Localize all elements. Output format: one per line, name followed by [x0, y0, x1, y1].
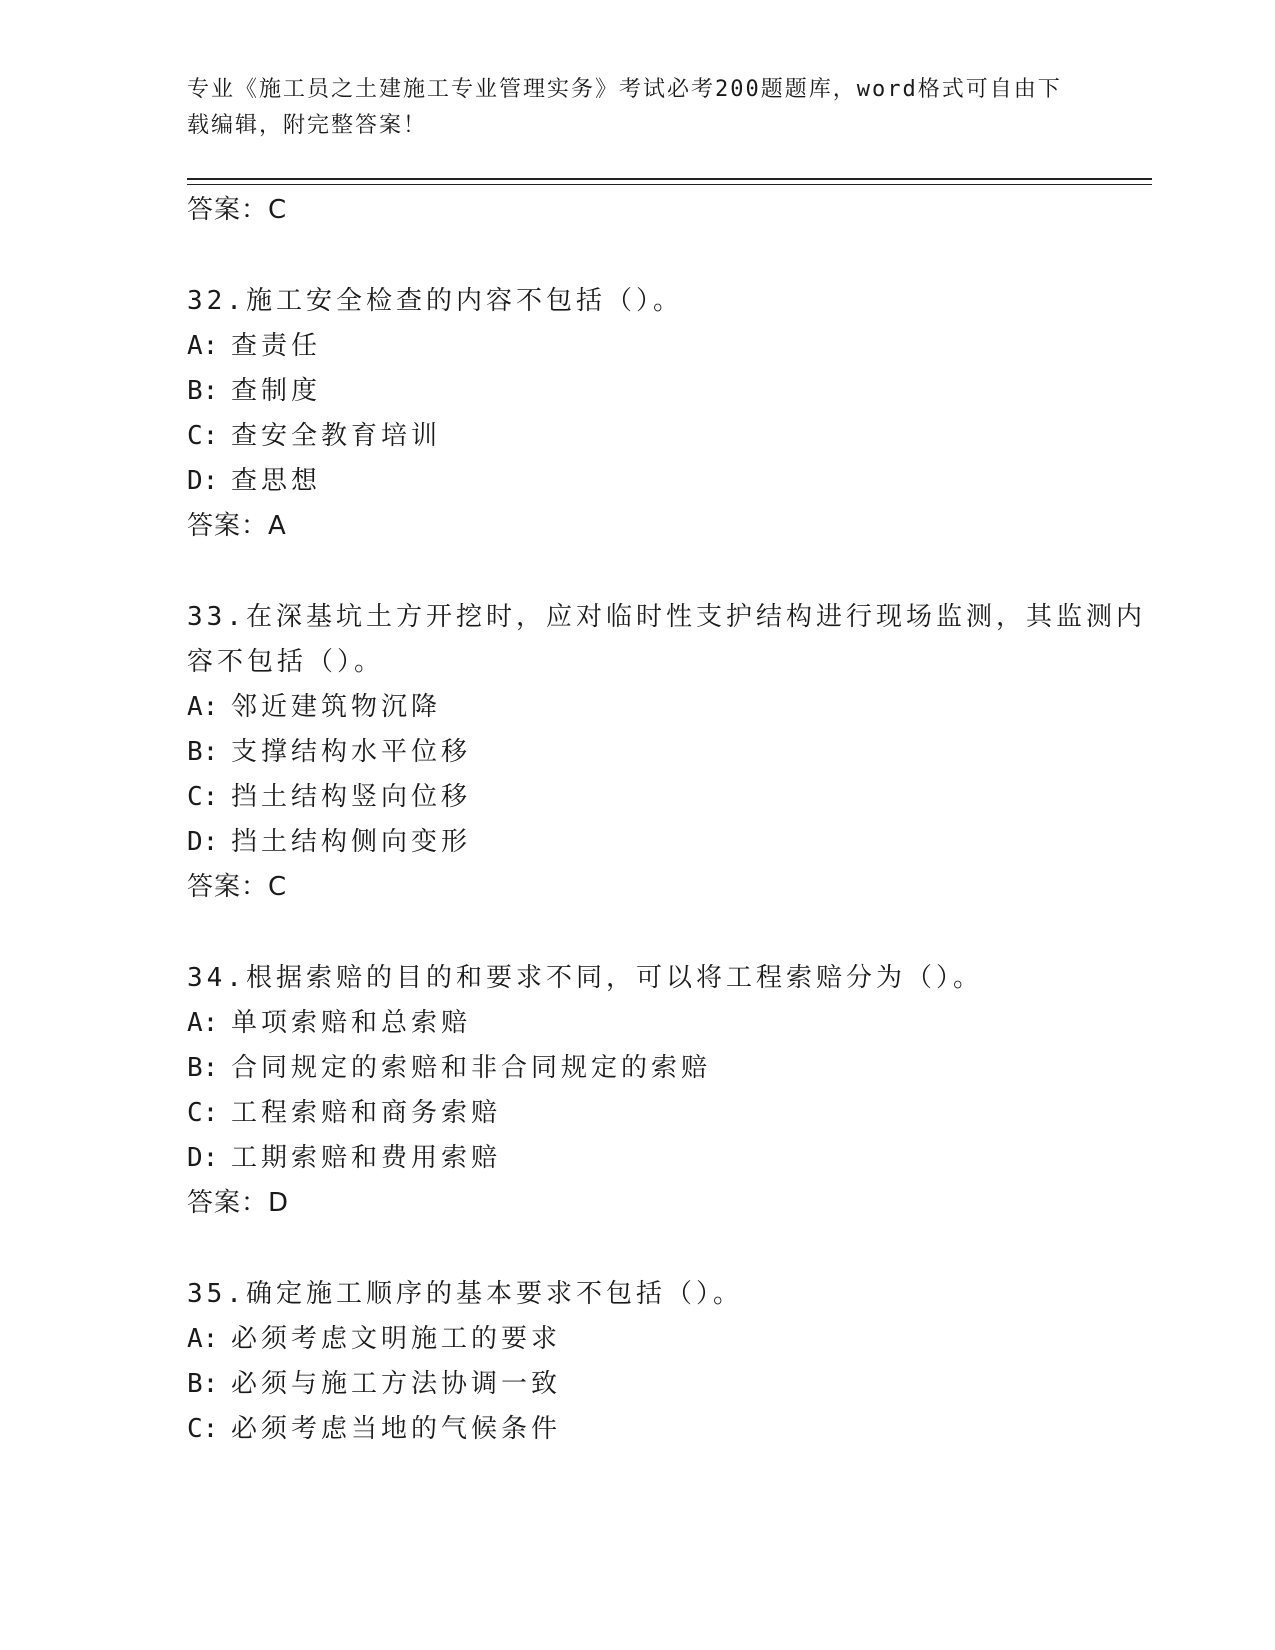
- option-text: 必须考虑文明施工的要求: [231, 1324, 562, 1354]
- option-letter: A:: [187, 331, 219, 361]
- option-c: [187, 1091, 1152, 1136]
- answer-label: 答案：: [187, 1188, 269, 1218]
- option-a: [187, 324, 1152, 369]
- answer-line: [187, 1181, 1152, 1226]
- option-letter: C:: [187, 1098, 219, 1128]
- option-text: 查安全教育培训: [231, 421, 442, 451]
- option-d: [187, 820, 1152, 865]
- option-text: 单项索赔和总索赔: [231, 1008, 472, 1038]
- option-letter: B:: [187, 376, 219, 406]
- option-letter: A:: [187, 692, 219, 722]
- option-text: 挡土结构侧向变形: [231, 827, 472, 857]
- option-c: [187, 775, 1152, 820]
- option-a: [187, 685, 1152, 730]
- question-stem: 35.确定施工顺序的基本要求不包括（）。: [187, 1279, 743, 1309]
- option-b: [187, 730, 1152, 775]
- option-text: 查思想: [231, 466, 322, 496]
- question-33: [187, 595, 1152, 910]
- option-b: [187, 1362, 1152, 1407]
- option-b: [187, 369, 1152, 414]
- answer-value: C: [268, 872, 288, 902]
- answer-line: [187, 504, 1152, 549]
- question-stem: 33.在深基坑土方开挖时，应对临时性支护结构进行现场监测，其监测内容不包括（）。: [187, 602, 1146, 677]
- option-text: 工期索赔和费用索赔: [231, 1143, 502, 1173]
- question-32: [187, 279, 1152, 549]
- option-letter: D:: [187, 1143, 219, 1173]
- question-35: [187, 1272, 1152, 1452]
- option-letter: C:: [187, 782, 219, 812]
- answer-value: D: [268, 1188, 290, 1218]
- question-34: [187, 956, 1152, 1226]
- option-text: 查制度: [231, 376, 322, 406]
- question-list: [187, 188, 1152, 1452]
- option-text: 支撑结构水平位移: [231, 737, 472, 767]
- answer-label: 答案：: [187, 872, 269, 902]
- answer-value: A: [268, 511, 287, 541]
- question-stem: 34.根据索赔的目的和要求不同，可以将工程索赔分为（）。: [187, 963, 983, 993]
- option-d: [187, 459, 1152, 504]
- option-letter: A:: [187, 1324, 219, 1354]
- option-text: 合同规定的索赔和非合同规定的索赔: [231, 1053, 712, 1083]
- option-b: [187, 1046, 1152, 1091]
- option-a: [187, 1001, 1152, 1046]
- answer-value: C: [268, 195, 288, 225]
- option-c: [187, 414, 1152, 459]
- option-letter: B:: [187, 1053, 219, 1083]
- header-rule-thick: [187, 178, 1152, 180]
- option-d: [187, 1136, 1152, 1181]
- option-letter: D:: [187, 466, 219, 496]
- option-letter: A:: [187, 1008, 219, 1038]
- header-rule-thin: [187, 184, 1152, 185]
- answer-line: [187, 865, 1152, 910]
- answer-line: [187, 188, 1152, 233]
- option-letter: D:: [187, 827, 219, 857]
- option-text: 工程索赔和商务索赔: [231, 1098, 502, 1128]
- question-stem: 32.施工安全检查的内容不包括（）。: [187, 286, 683, 316]
- option-text: 必须与施工方法协调一致: [231, 1369, 562, 1399]
- option-c: [187, 1407, 1152, 1452]
- option-text: 必须考虑当地的气候条件: [231, 1414, 562, 1444]
- option-letter: C:: [187, 421, 219, 451]
- option-text: 查责任: [231, 331, 322, 361]
- answer-label: 答案：: [187, 195, 269, 225]
- option-letter: B:: [187, 1369, 219, 1399]
- answer-label: 答案：: [187, 511, 269, 541]
- option-letter: C:: [187, 1414, 219, 1444]
- option-a: [187, 1317, 1152, 1362]
- document-header: 专业《施工员之土建施工专业管理实务》考试必考200题题库，word格式可自由下载编辑，附完整答案！: [187, 77, 1062, 138]
- option-text: 邻近建筑物沉降: [231, 692, 442, 722]
- option-text: 挡土结构竖向位移: [231, 782, 472, 812]
- option-letter: B:: [187, 737, 219, 767]
